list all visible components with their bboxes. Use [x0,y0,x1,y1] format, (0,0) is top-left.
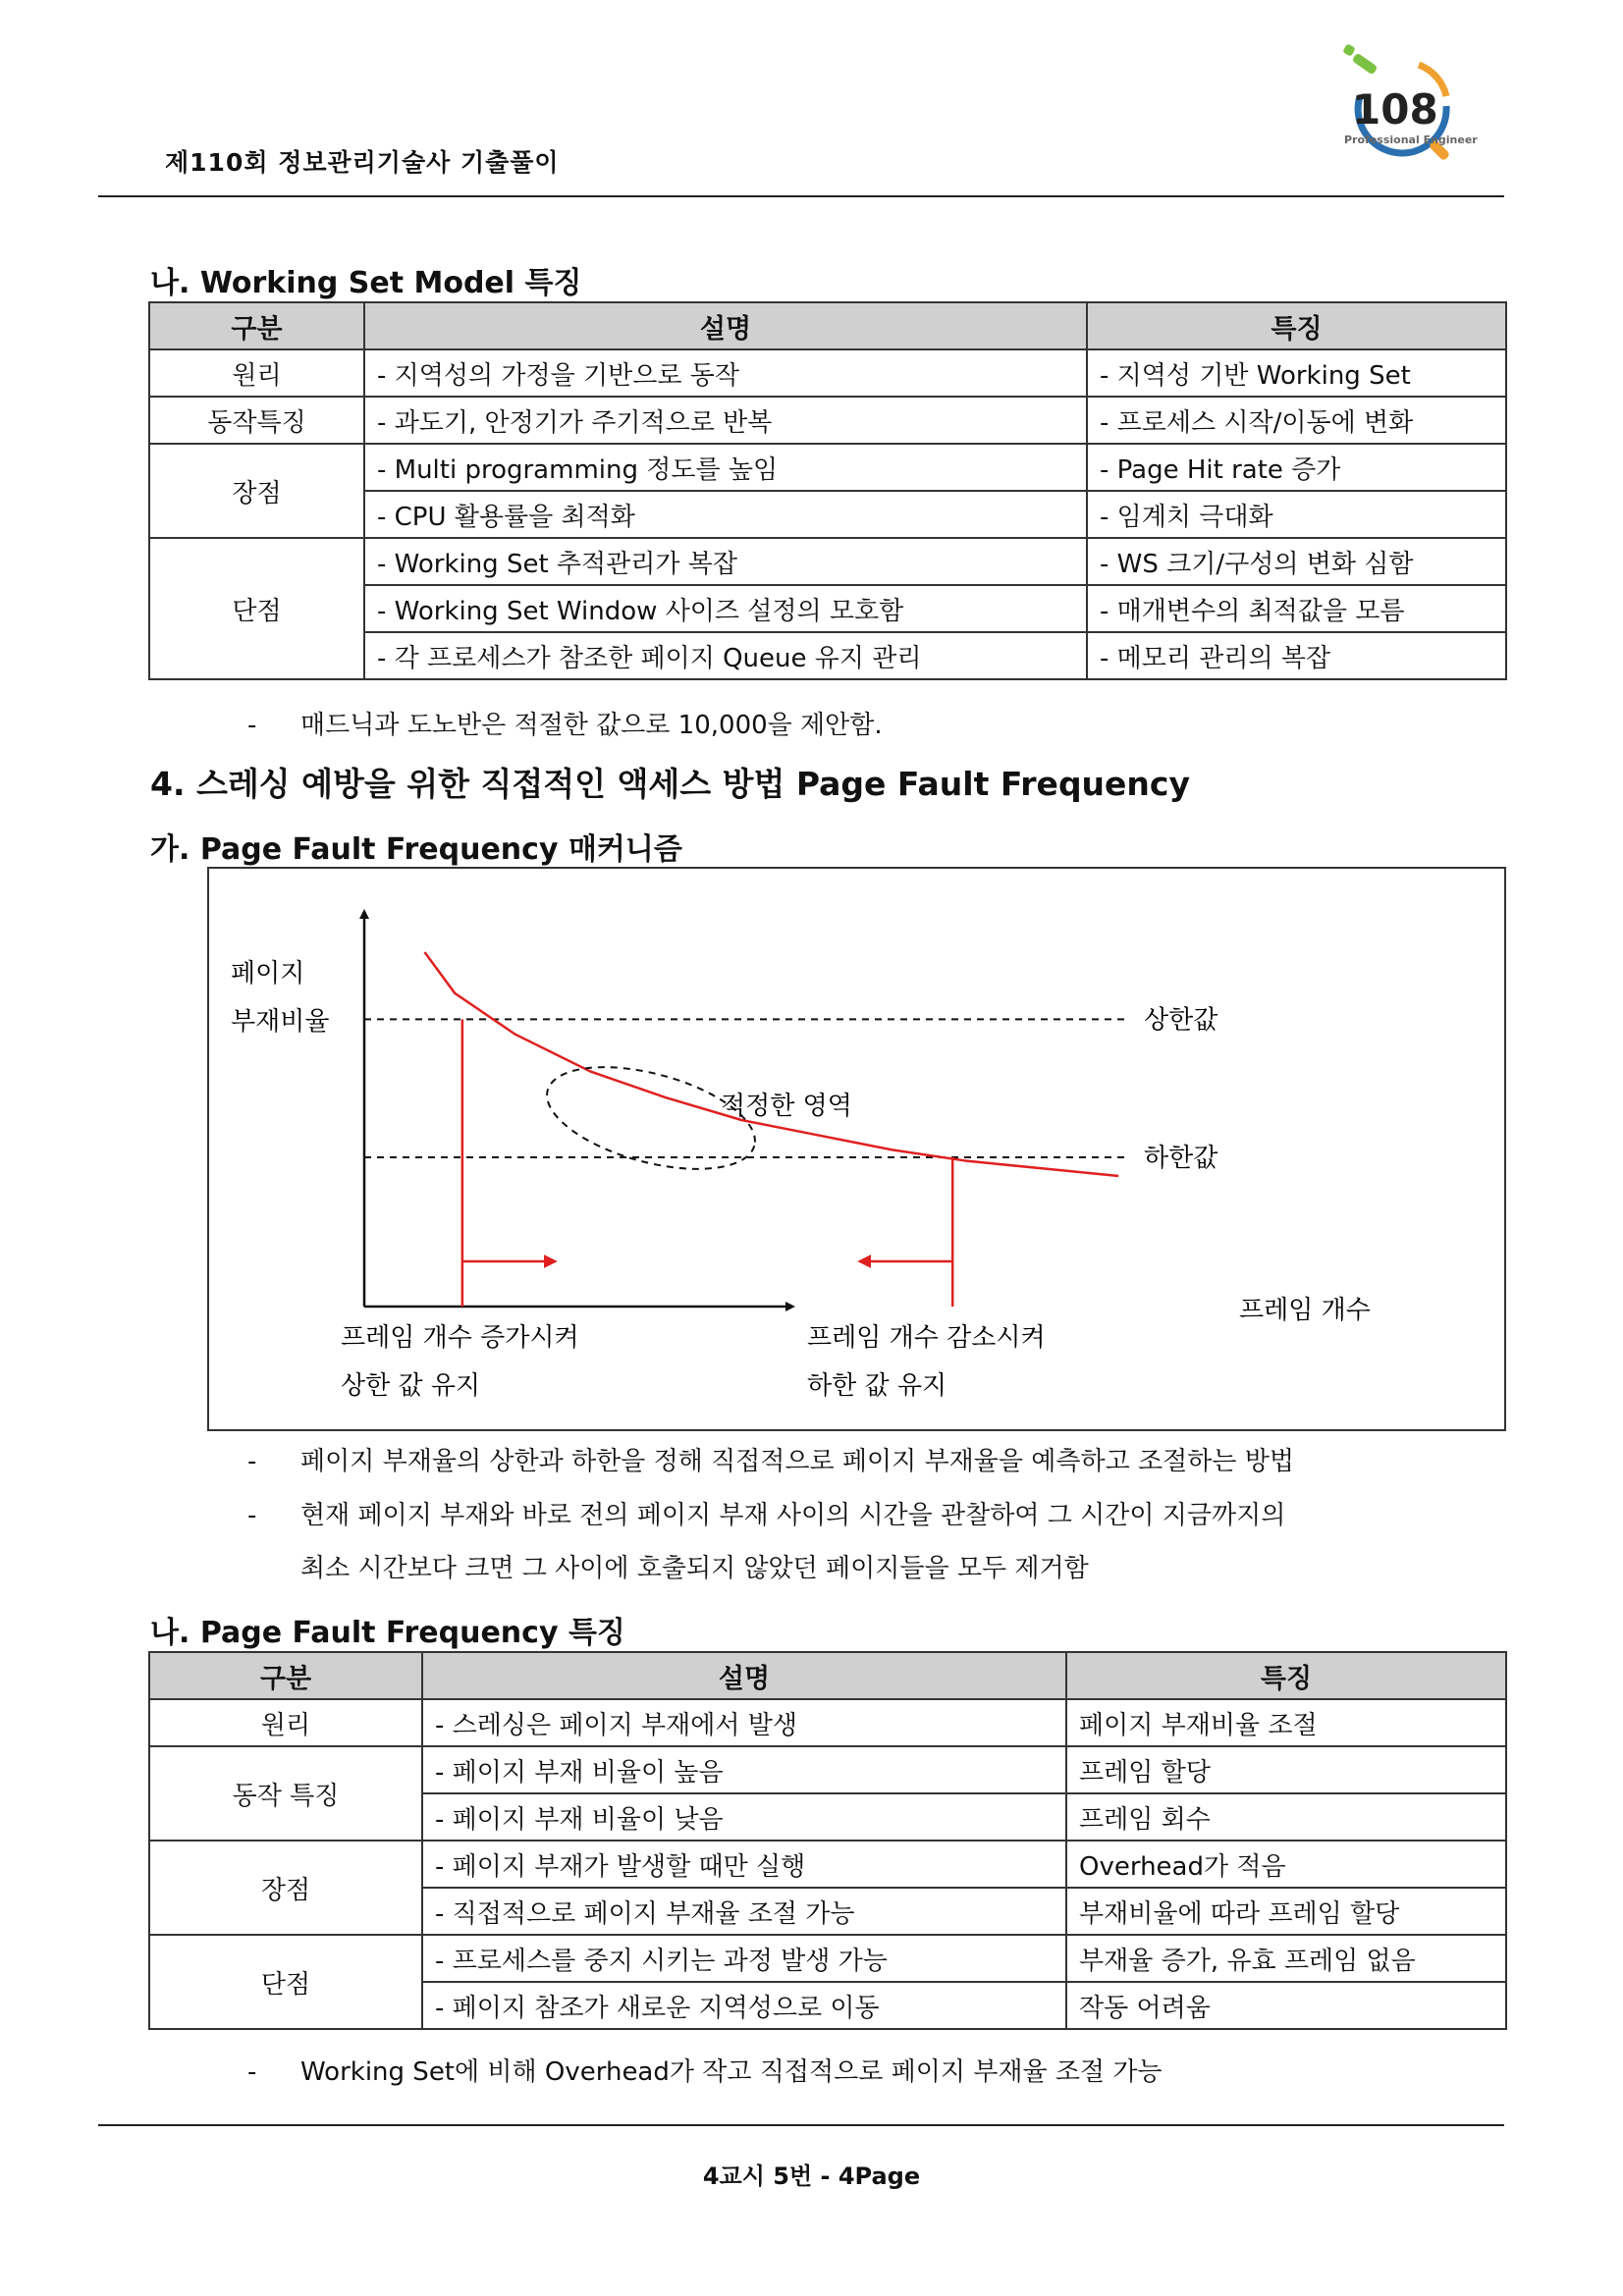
row-description: - 프로세스를 중지 시키는 과정 발생 가능 [422,1935,1066,1982]
row-feature: 부재비율에 따라 프레임 할당 [1066,1888,1506,1935]
row-description: - 페이지 부재 비율이 낮음 [422,1793,1066,1841]
logo-graphic [1330,37,1478,185]
table-row [149,397,1506,444]
row-feature: 페이지 부재비율 조절 [1066,1699,1506,1746]
row-description: - 과도기, 안정기가 주기적으로 반복 [364,397,1087,444]
logo-subtitle: Professional Engineer [1344,133,1478,146]
row-feature: 프레임 회수 [1066,1793,1506,1841]
page-fault-rate-curve [425,952,1119,1176]
table-row [149,349,1506,397]
pff-note-text: 페이지 부재율의 상한과 하한을 정해 직접적으로 페이지 부재율을 예측하고 조절하는 방법 [300,1447,1294,1476]
y-axis-label-line2: 부재비율 [231,1007,330,1037]
optimal-region-label: 적정한 영역 [721,1092,852,1121]
pff-chart-svg [209,869,1504,1429]
column-header: 특징 [1066,1652,1506,1699]
table-header-row [149,302,1506,349]
row-category: 원리 [149,349,364,397]
pff-note [247,1441,1294,1477]
table-row [149,1746,1506,1793]
row-category: 단점 [149,538,364,679]
upper-threshold-label: 상한값 [1144,1005,1218,1036]
row-category: 동작 특징 [149,1746,422,1841]
pff-mechanism-heading: 가. Page Fault Frequency 매커니즘 [150,832,682,867]
table-row [149,444,1506,491]
document-header-title: 제110회 정보관리기술사 기출풀이 [165,148,560,177]
row-feature: - WS 크기/구성의 변화 심함 [1087,538,1506,585]
row-feature: - 지역성 기반 Working Set [1087,349,1506,397]
section4-heading: 4. 스레싱 예방을 위한 직접적인 액세스 방법 Page Fault Frequency [150,765,1191,803]
pff-note-continuation: 최소 시간보다 크면 그 사이에 호출되지 않았던 페이지들을 모두 제거함 [300,1554,1089,1583]
row-description: - Multi programming 정도를 높임 [364,444,1087,491]
table-row [149,1935,1506,1982]
row-description: - 페이지 부재가 발생할 때만 실행 [422,1841,1066,1888]
row-description: - Working Set Window 사이즈 설정의 모호함 [364,585,1087,632]
row-description: - 스레싱은 페이지 부재에서 발생 [422,1699,1066,1746]
header-divider [98,195,1504,197]
row-feature: - 매개변수의 최적값을 모름 [1087,585,1506,632]
table-header-row [149,1652,1506,1699]
table-row [149,1841,1506,1888]
row-description: - 지역성의 가정을 기반으로 동작 [364,349,1087,397]
bullet-dash: - [247,2057,257,2087]
ws-section-heading: 나. Working Set Model 특징 [150,266,582,300]
row-category: 장점 [149,1841,422,1935]
row-feature: Overhead가 적음 [1066,1841,1506,1888]
row-feature: - 메모리 관리의 복잡 [1087,632,1506,679]
row-feature: 부재율 증가, 유효 프레임 없음 [1066,1935,1506,1982]
row-description: - Working Set 추적관리가 복잡 [364,538,1087,585]
page-footer: 4교시 5번 - 4Page [702,2163,921,2190]
decrease-label-line1: 프레임 개수 감소시켜 [807,1323,1046,1353]
table-row [149,1699,1506,1746]
column-header: 구분 [149,302,364,349]
row-description: - 페이지 부재 비율이 높음 [422,1746,1066,1793]
pff-feature-table [148,1651,1507,2030]
ws-note [247,705,883,741]
footer-divider [98,2124,1504,2126]
bullet-dash: - [247,1447,257,1476]
logo-bar [1351,52,1378,75]
row-feature: 프레임 할당 [1066,1746,1506,1793]
pff-table-note [247,2052,1163,2088]
row-feature: - 임계치 극대화 [1087,491,1506,538]
lower-threshold-label: 하한값 [1144,1144,1218,1173]
pff-table-note-text: Working Set에 비해 Overhead가 작고 직접적으로 페이지 부재율 조절 가능 [300,2057,1163,2087]
row-description: - 직접적으로 페이지 부재율 조절 가능 [422,1888,1066,1935]
row-feature: - 프로세스 시작/이동에 변화 [1087,397,1506,444]
increase-label-line1: 프레임 개수 증가시켜 [341,1323,579,1353]
row-description: - 페이지 참조가 새로운 지역성으로 이동 [422,1982,1066,2029]
pff-section-heading: 나. Page Fault Frequency 특징 [150,1616,625,1650]
pff-chart [207,867,1506,1431]
row-category: 동작특징 [149,397,364,444]
ws-feature-table [148,301,1507,680]
column-header: 특징 [1087,302,1506,349]
row-category: 단점 [149,1935,422,2029]
row-description: - CPU 활용률을 최적화 [364,491,1087,538]
pff-note [247,1495,1285,1531]
row-category: 원리 [149,1699,422,1746]
logo [1330,37,1478,185]
decrease-label-line2: 하한 값 유지 [807,1371,947,1401]
pff-note-text: 현재 페이지 부재와 바로 전의 페이지 부재 사이의 시간을 관찰하여 그 시간이 지금까지의 [300,1501,1286,1530]
column-header: 구분 [149,1652,422,1699]
column-header: 설명 [422,1652,1066,1699]
table-row [149,538,1506,585]
logo-number: 108 [1352,85,1438,133]
bullet-dash: - [247,711,257,740]
y-axis-label-line1: 페이지 [231,959,305,988]
row-category: 장점 [149,444,364,538]
row-feature: 작동 어려움 [1066,1982,1506,2029]
row-feature: - Page Hit rate 증가 [1087,444,1506,491]
row-description: - 각 프로세스가 참조한 페이지 Queue 유지 관리 [364,632,1087,679]
column-header: 설명 [364,302,1087,349]
increase-label-line2: 상한 값 유지 [341,1371,481,1401]
ws-note-text: 매드닉과 도노반은 적절한 값으로 10,000을 제안함. [300,711,883,740]
x-axis-label: 프레임 개수 [1239,1296,1371,1325]
logo-dot [1342,43,1356,57]
bullet-dash: - [247,1501,257,1530]
